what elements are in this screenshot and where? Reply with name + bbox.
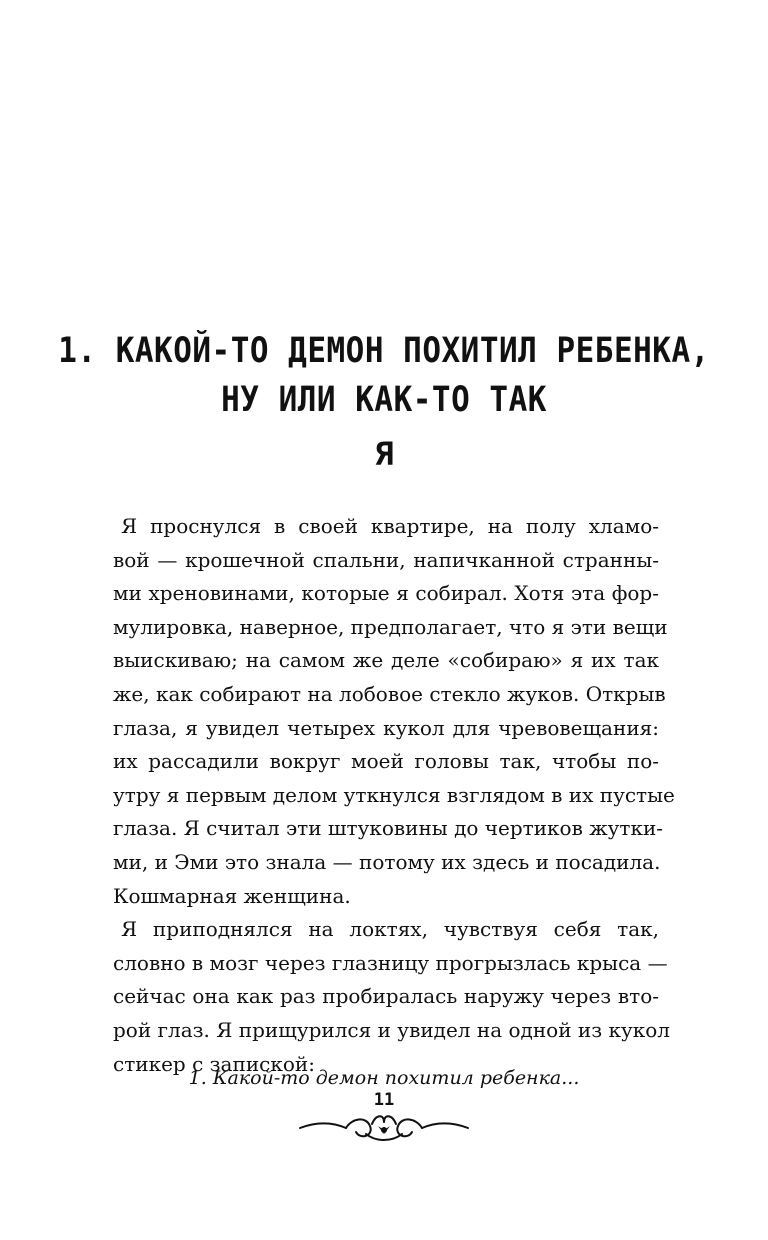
- chapter-title-line-2: НУ ИЛИ КАК-ТО ТАК: [221, 379, 547, 421]
- paragraph-1: [113, 510, 675, 913]
- text-line: ми, и Эми это знала — потому их здесь и посадила.: [113, 849, 661, 874]
- text-line: рой глаз. Я прищурился и увидел на одной из кукол: [113, 1017, 671, 1042]
- text-line: словно в мозг через глазницу прогрызлась крыса —: [113, 950, 668, 975]
- text-line: Я приподнялся на локтях, чувствуя себя так,: [121, 917, 659, 942]
- text-line: Кошмарная женщина.: [113, 883, 351, 908]
- text-line: их рассадили вокруг моей головы так, чтобы по-: [113, 749, 659, 774]
- text-line: стикер с запиской:: [113, 1051, 315, 1076]
- text-line: ми хреновинами, которые я собирал. Хотя эта фор-: [113, 581, 659, 606]
- paragraph-2: [113, 913, 671, 1081]
- text-line: выискиваю; на самом же деле «собираю» я их так: [113, 648, 659, 673]
- text-line: сейчас она как раз пробиралась наружу через вто-: [113, 984, 659, 1009]
- chapter-title: [0, 326, 768, 425]
- text-line: Я проснулся в своей квартире, на полу хламо-: [121, 514, 659, 538]
- text-line: глаза, я увидел четырех кукол для чревовещания:: [113, 715, 659, 740]
- body-text: [113, 510, 675, 1081]
- flourish-ornament-icon: [296, 1104, 472, 1144]
- text-line: глаза. Я считал эти штуковины до чертиков жутки-: [113, 816, 664, 841]
- text-line: же, как собирают на лобовое стекло жуков. Открыв: [113, 681, 666, 706]
- chapter-title-line-1: 1. КАКОЙ-ТО ДЕМОН ПОХИТИЛ РЕБЕНКА,: [58, 330, 710, 371]
- text-line: утру я первым делом уткнулся взглядом в их пустые: [113, 782, 675, 807]
- narrator-heading: Я: [374, 435, 394, 473]
- running-head: 1. Какой-то демон похитил ребенка...: [188, 1067, 580, 1089]
- page-number: 11: [373, 1090, 395, 1110]
- text-line: мулировка, наверное, предполагает, что я эти вещи: [113, 614, 668, 639]
- text-line: вой — крошечной спальни, напичканной странны-: [113, 547, 659, 572]
